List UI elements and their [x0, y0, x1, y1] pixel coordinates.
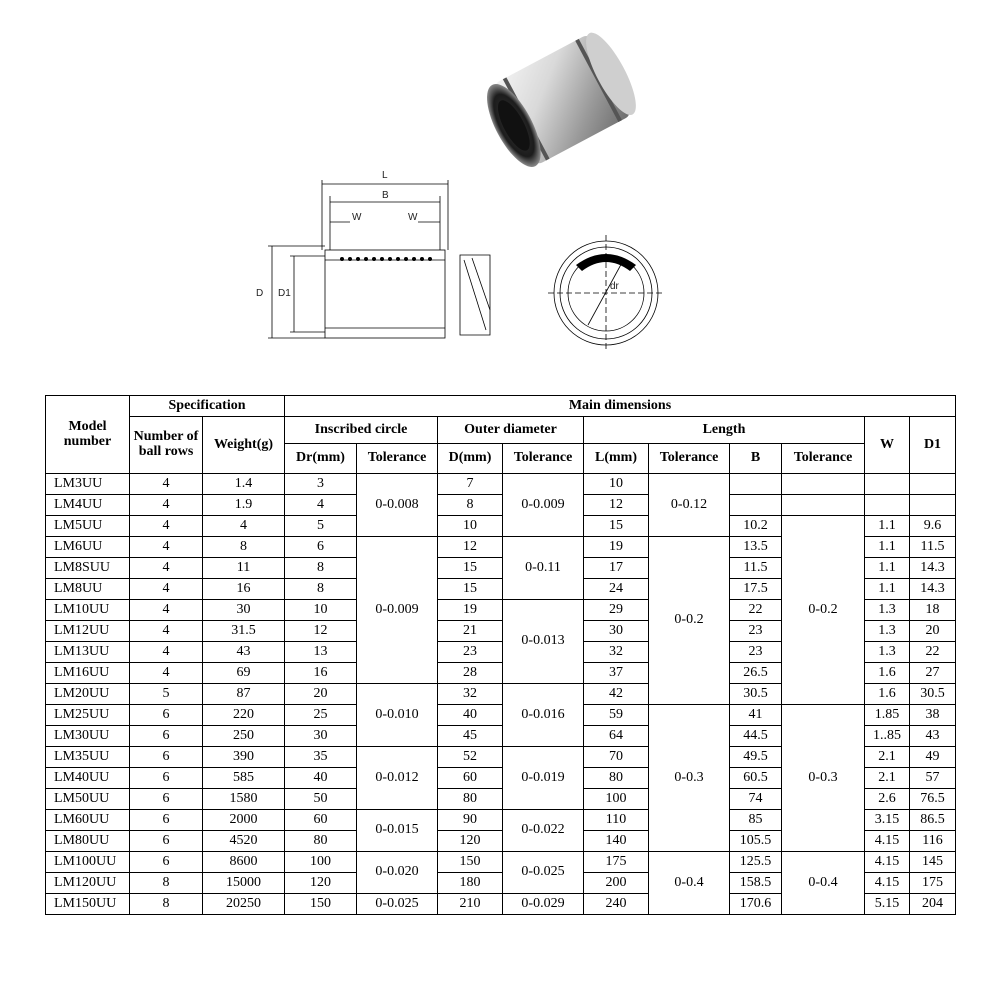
cell-d: 210 [438, 894, 503, 915]
cell-dr: 6 [285, 537, 357, 558]
cell-weight: 1580 [203, 789, 285, 810]
cell-dr: 50 [285, 789, 357, 810]
cell-b: 158.5 [730, 873, 782, 894]
cell-l: 59 [584, 705, 649, 726]
spec-table [45, 395, 956, 915]
cell-model: LM8SUU [46, 558, 130, 579]
cell-b [730, 495, 782, 516]
cell-l: 175 [584, 852, 649, 873]
cell-d: 45 [438, 726, 503, 747]
label-d1: D1 [278, 288, 291, 299]
cell-d-tolerance: 0-0.009 [503, 474, 584, 537]
cell-w: 4.15 [865, 852, 910, 873]
cell-d-tolerance: 0-0.029 [503, 894, 584, 915]
label-b: B [382, 190, 389, 201]
cell-d1: 57 [910, 768, 956, 789]
col-header-d-tolerance: Tolerance [503, 444, 584, 474]
cell-d1: 175 [910, 873, 956, 894]
cell-model: LM8UU [46, 579, 130, 600]
cell-model: LM30UU [46, 726, 130, 747]
cell-dr: 12 [285, 621, 357, 642]
cell-d: 32 [438, 684, 503, 705]
cell-b: 26.5 [730, 663, 782, 684]
col-header-l-tolerance: Tolerance [649, 444, 730, 474]
cell-w: 1.3 [865, 642, 910, 663]
cell-model: LM20UU [46, 684, 130, 705]
cell-dr: 80 [285, 831, 357, 852]
cell-b: 170.6 [730, 894, 782, 915]
cell-b: 60.5 [730, 768, 782, 789]
cell-dr: 20 [285, 684, 357, 705]
cell-weight: 4 [203, 516, 285, 537]
cell-model: LM12UU [46, 621, 130, 642]
cell-l: 70 [584, 747, 649, 768]
cell-w: 1..85 [865, 726, 910, 747]
cell-dr: 13 [285, 642, 357, 663]
cell-dr: 10 [285, 600, 357, 621]
cell-ball-rows: 8 [130, 894, 203, 915]
cell-model: LM100UU [46, 852, 130, 873]
cell-l: 15 [584, 516, 649, 537]
cell-ball-rows: 4 [130, 642, 203, 663]
cell-w: 1.1 [865, 579, 910, 600]
cell-ball-rows: 6 [130, 789, 203, 810]
cell-d: 23 [438, 642, 503, 663]
cell-ball-rows: 4 [130, 474, 203, 495]
cell-l: 32 [584, 642, 649, 663]
cell-weight: 16 [203, 579, 285, 600]
cell-model: LM13UU [46, 642, 130, 663]
col-header-length: Length [584, 417, 865, 444]
cell-b: 125.5 [730, 852, 782, 873]
col-header-l: L(mm) [584, 444, 649, 474]
cell-l: 42 [584, 684, 649, 705]
cell-w: 1.1 [865, 558, 910, 579]
cell-weight: 1.4 [203, 474, 285, 495]
cell-model: LM120UU [46, 873, 130, 894]
cell-l: 10 [584, 474, 649, 495]
col-header-d: D(mm) [438, 444, 503, 474]
cell-l: 17 [584, 558, 649, 579]
cell-l: 64 [584, 726, 649, 747]
cell-d1: 20 [910, 621, 956, 642]
cell-dr: 60 [285, 810, 357, 831]
cell-w: 2.6 [865, 789, 910, 810]
cell-d1: 30.5 [910, 684, 956, 705]
col-header-dr-tolerance: Tolerance [357, 444, 438, 474]
cell-weight: 8 [203, 537, 285, 558]
cell-l: 80 [584, 768, 649, 789]
table-row [46, 852, 956, 873]
cell-d1: 86.5 [910, 810, 956, 831]
cell-w [865, 474, 910, 495]
cell-d: 40 [438, 705, 503, 726]
cell-d: 15 [438, 558, 503, 579]
cell-l: 240 [584, 894, 649, 915]
cell-d: 52 [438, 747, 503, 768]
cell-b: 17.5 [730, 579, 782, 600]
cell-dr: 16 [285, 663, 357, 684]
cell-l-tolerance: 0-0.2 [649, 537, 730, 705]
cell-b: 11.5 [730, 558, 782, 579]
cell-weight: 31.5 [203, 621, 285, 642]
cell-dr: 40 [285, 768, 357, 789]
cell-d: 150 [438, 852, 503, 873]
cell-l: 100 [584, 789, 649, 810]
cell-d1: 38 [910, 705, 956, 726]
cell-b: 23 [730, 621, 782, 642]
col-header-main-dimensions: Main dimensions [285, 396, 956, 417]
cell-d-tolerance: 0-0.013 [503, 600, 584, 684]
cell-d1: 116 [910, 831, 956, 852]
cell-l: 140 [584, 831, 649, 852]
cell-dr: 8 [285, 558, 357, 579]
cell-l: 29 [584, 600, 649, 621]
cell-model: LM60UU [46, 810, 130, 831]
cell-dr: 35 [285, 747, 357, 768]
cell-model: LM6UU [46, 537, 130, 558]
cell-b: 41 [730, 705, 782, 726]
cell-d: 90 [438, 810, 503, 831]
cell-d: 8 [438, 495, 503, 516]
cell-model: LM10UU [46, 600, 130, 621]
cell-d-tolerance: 0-0.11 [503, 537, 584, 600]
cell-d: 10 [438, 516, 503, 537]
cell-dr: 150 [285, 894, 357, 915]
cell-d1: 14.3 [910, 579, 956, 600]
cell-dr: 30 [285, 726, 357, 747]
cell-l-tolerance: 0-0.4 [649, 852, 730, 915]
label-l: L [382, 170, 388, 181]
cell-dr-tolerance: 0-0.012 [357, 747, 438, 810]
cell-d: 180 [438, 873, 503, 894]
cell-weight: 15000 [203, 873, 285, 894]
cell-d: 28 [438, 663, 503, 684]
cell-b: 105.5 [730, 831, 782, 852]
cell-ball-rows: 6 [130, 726, 203, 747]
cell-d1: 14.3 [910, 558, 956, 579]
cell-weight: 250 [203, 726, 285, 747]
cell-ball-rows: 6 [130, 747, 203, 768]
cell-l-tolerance: 0-0.3 [649, 705, 730, 852]
cell-ball-rows: 6 [130, 852, 203, 873]
table-row [46, 516, 956, 537]
cell-d1: 76.5 [910, 789, 956, 810]
cell-model: LM50UU [46, 789, 130, 810]
cell-weight: 220 [203, 705, 285, 726]
section-drawing [250, 160, 510, 350]
cell-w: 5.15 [865, 894, 910, 915]
table-row [46, 705, 956, 726]
cell-b-tolerance [782, 474, 865, 495]
cell-d: 19 [438, 600, 503, 621]
table-row [46, 495, 956, 516]
cell-b: 85 [730, 810, 782, 831]
cell-dr-tolerance: 0-0.009 [357, 537, 438, 684]
cell-d1: 22 [910, 642, 956, 663]
col-header-d1: D1 [910, 417, 956, 474]
cell-weight: 69 [203, 663, 285, 684]
end-view-drawing [548, 235, 668, 355]
cell-d1 [910, 474, 956, 495]
cell-d1 [910, 495, 956, 516]
cell-weight: 11 [203, 558, 285, 579]
cell-d1: 204 [910, 894, 956, 915]
col-header-outer-diameter: Outer diameter [438, 417, 584, 444]
col-header-weight: Weight(g) [203, 417, 285, 474]
cell-w: 4.15 [865, 873, 910, 894]
cell-b: 49.5 [730, 747, 782, 768]
cell-model: LM5UU [46, 516, 130, 537]
cell-dr-tolerance: 0-0.008 [357, 474, 438, 537]
cell-ball-rows: 4 [130, 600, 203, 621]
cell-ball-rows: 6 [130, 810, 203, 831]
cell-b: 23 [730, 642, 782, 663]
col-header-w: W [865, 417, 910, 474]
label-w-left: W [352, 212, 362, 223]
cell-b: 22 [730, 600, 782, 621]
cell-model: LM80UU [46, 831, 130, 852]
cell-weight: 2000 [203, 810, 285, 831]
cell-b: 30.5 [730, 684, 782, 705]
cell-d: 60 [438, 768, 503, 789]
cell-b [730, 474, 782, 495]
col-header-dr: Dr(mm) [285, 444, 357, 474]
cell-b-tolerance: 0-0.3 [782, 705, 865, 852]
label-w-right: W [408, 212, 418, 223]
cell-w: 1.1 [865, 516, 910, 537]
cell-ball-rows: 6 [130, 705, 203, 726]
cell-d1: 9.6 [910, 516, 956, 537]
cell-b: 44.5 [730, 726, 782, 747]
cell-dr-tolerance: 0-0.015 [357, 810, 438, 852]
cell-d1: 43 [910, 726, 956, 747]
cell-d: 12 [438, 537, 503, 558]
cell-w: 2.1 [865, 747, 910, 768]
cell-weight: 4520 [203, 831, 285, 852]
cell-d1: 145 [910, 852, 956, 873]
cell-l: 12 [584, 495, 649, 516]
cell-b: 13.5 [730, 537, 782, 558]
cell-d: 80 [438, 789, 503, 810]
cell-ball-rows: 4 [130, 621, 203, 642]
cell-dr: 120 [285, 873, 357, 894]
cell-d1: 49 [910, 747, 956, 768]
cell-w: 1.85 [865, 705, 910, 726]
cell-d-tolerance: 0-0.016 [503, 684, 584, 747]
cell-weight: 30 [203, 600, 285, 621]
cell-d: 7 [438, 474, 503, 495]
cell-l-tolerance: 0-0.12 [649, 474, 730, 537]
cell-model: LM150UU [46, 894, 130, 915]
cell-weight: 390 [203, 747, 285, 768]
cell-w: 1.3 [865, 621, 910, 642]
cell-w: 4.15 [865, 831, 910, 852]
cell-l: 200 [584, 873, 649, 894]
cell-ball-rows: 4 [130, 516, 203, 537]
cell-w: 3.15 [865, 810, 910, 831]
col-header-specification: Specification [130, 396, 285, 417]
cell-dr-tolerance: 0-0.025 [357, 894, 438, 915]
cell-d-tolerance: 0-0.019 [503, 747, 584, 810]
cell-dr: 3 [285, 474, 357, 495]
cell-d-tolerance: 0-0.025 [503, 852, 584, 894]
label-dr: dr [610, 281, 619, 292]
cell-b: 10.2 [730, 516, 782, 537]
col-header-inscribed-circle: Inscribed circle [285, 417, 438, 444]
cell-b: 74 [730, 789, 782, 810]
cell-weight: 585 [203, 768, 285, 789]
cell-d: 21 [438, 621, 503, 642]
cell-model: LM25UU [46, 705, 130, 726]
col-header-model: Model number [46, 396, 130, 474]
cell-l: 37 [584, 663, 649, 684]
cell-l: 110 [584, 810, 649, 831]
cell-ball-rows: 6 [130, 768, 203, 789]
cell-d1: 11.5 [910, 537, 956, 558]
cell-d1: 18 [910, 600, 956, 621]
cell-d: 120 [438, 831, 503, 852]
cell-dr: 25 [285, 705, 357, 726]
cell-b-tolerance: 0-0.4 [782, 852, 865, 915]
cell-model: LM3UU [46, 474, 130, 495]
cell-b-tolerance: 0-0.2 [782, 516, 865, 705]
cell-w: 1.1 [865, 537, 910, 558]
col-header-b-tolerance: Tolerance [782, 444, 865, 474]
cell-ball-rows: 6 [130, 831, 203, 852]
cell-ball-rows: 8 [130, 873, 203, 894]
cell-ball-rows: 5 [130, 684, 203, 705]
table-row [46, 474, 956, 495]
cell-model: LM16UU [46, 663, 130, 684]
cell-b-tolerance [782, 495, 865, 516]
cell-d: 15 [438, 579, 503, 600]
cell-weight: 43 [203, 642, 285, 663]
cell-dr: 5 [285, 516, 357, 537]
cell-w: 1.6 [865, 663, 910, 684]
cell-d1: 27 [910, 663, 956, 684]
cell-ball-rows: 4 [130, 558, 203, 579]
cell-dr: 100 [285, 852, 357, 873]
spec-table-body [46, 474, 956, 915]
cell-ball-rows: 4 [130, 537, 203, 558]
cell-w: 1.6 [865, 684, 910, 705]
cell-w [865, 495, 910, 516]
cell-weight: 1.9 [203, 495, 285, 516]
cell-ball-rows: 4 [130, 495, 203, 516]
cell-ball-rows: 4 [130, 663, 203, 684]
cell-weight: 87 [203, 684, 285, 705]
cell-model: LM35UU [46, 747, 130, 768]
col-header-ball-rows: Number of ball rows [130, 417, 203, 474]
cell-ball-rows: 4 [130, 579, 203, 600]
cell-dr: 8 [285, 579, 357, 600]
cell-w: 2.1 [865, 768, 910, 789]
cell-l: 30 [584, 621, 649, 642]
cell-d-tolerance: 0-0.022 [503, 810, 584, 852]
cell-dr-tolerance: 0-0.010 [357, 684, 438, 747]
col-header-b: B [730, 444, 782, 474]
cell-l: 19 [584, 537, 649, 558]
cell-dr: 4 [285, 495, 357, 516]
cell-w: 1.3 [865, 600, 910, 621]
label-d: D [256, 288, 264, 299]
cell-dr-tolerance: 0-0.020 [357, 852, 438, 894]
cell-weight: 8600 [203, 852, 285, 873]
cell-weight: 20250 [203, 894, 285, 915]
cell-model: LM40UU [46, 768, 130, 789]
cell-l: 24 [584, 579, 649, 600]
cell-model: LM4UU [46, 495, 130, 516]
